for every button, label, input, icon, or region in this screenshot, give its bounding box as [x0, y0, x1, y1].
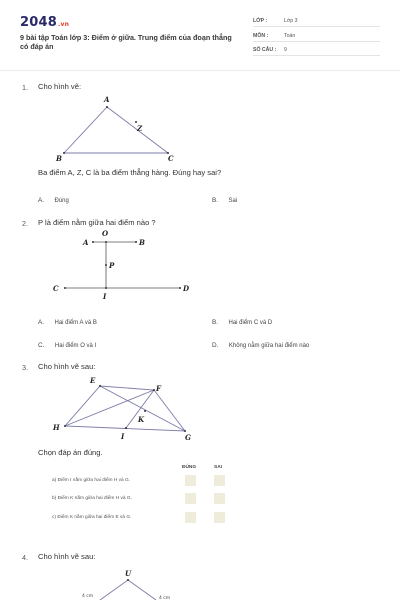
header-divider: [0, 70, 400, 71]
page-title: 9 bài tập Toán lớp 3: Điểm ở giữa. Trung điểm của đoạn thẳng có đáp án: [20, 33, 232, 51]
question-3-number: 3.: [22, 363, 28, 372]
fig2-label-o: O: [102, 229, 109, 238]
logo-suffix: .vn: [57, 21, 70, 28]
option-letter: D.: [212, 342, 219, 349]
fig4-label-u: U: [125, 569, 132, 578]
question-4-figure: [70, 564, 190, 600]
statement-b-true-checkbox[interactable]: [185, 493, 196, 504]
option-text: Hai điểm O và I: [54, 343, 97, 349]
fig1-label-z: Z: [137, 124, 143, 133]
option-letter: A.: [38, 319, 45, 326]
question-4-prompt: Cho hình vẽ sau:: [38, 552, 96, 561]
meta-label-class: LỚP :: [253, 18, 268, 24]
fig2-label-c: C: [53, 284, 59, 293]
logo-text: 2048: [20, 15, 57, 30]
question-2-number: 2.: [22, 219, 28, 228]
statement-a: a) Điểm I nằm giữa hai điểm H và G.: [52, 478, 131, 483]
fig3-label-f: F: [156, 384, 161, 393]
question-2-option-d[interactable]: [212, 334, 309, 352]
question-1-prompt: Cho hình vẽ:: [38, 82, 82, 91]
fig2-label-p: P: [109, 261, 115, 270]
fig3-label-i: I: [121, 432, 125, 441]
meta-value-subject: Toán: [284, 33, 296, 39]
fig3-label-h: H: [53, 423, 60, 432]
meta-value-count: 9: [284, 47, 287, 53]
option-text: Hai điểm C và D: [228, 320, 273, 326]
option-text: Hai điểm A và B: [54, 320, 97, 326]
fig3-label-e: E: [90, 376, 96, 385]
option-letter: B.: [212, 197, 219, 204]
option-text: Không nằm giữa hai điểm nào: [228, 343, 310, 349]
true-column-header: ĐÚNG: [182, 465, 197, 470]
question-1-number: 1.: [22, 83, 28, 92]
meta-label-subject: MÔN :: [253, 33, 269, 39]
statement-b-false-checkbox[interactable]: [214, 493, 225, 504]
false-column-header: SAI: [214, 465, 222, 470]
meta-divider: [253, 26, 380, 27]
question-3-prompt: Cho hình vẽ sau:: [38, 362, 96, 371]
fig1-label-a: A: [104, 95, 110, 104]
fig2-label-a: A: [83, 238, 89, 247]
question-3-subprompt: Chọn đáp án đúng.: [38, 448, 103, 457]
fig2-label-i: I: [103, 292, 107, 301]
statement-c-false-checkbox[interactable]: [214, 512, 225, 523]
meta-label-count: SỐ CÂU :: [253, 47, 277, 53]
question-2-option-b[interactable]: [212, 311, 272, 329]
meta-divider: [253, 55, 380, 56]
question-2-option-a[interactable]: [38, 311, 97, 329]
fig2-label-d: D: [183, 284, 190, 293]
question-1-statement: Ba điểm A, Z, C là ba điểm thẳng hàng. Đúng hay sai?: [38, 168, 222, 177]
statement-c: c) Điểm K nằm giữa hai điểm E và G.: [52, 515, 132, 520]
meta-divider: [253, 41, 380, 42]
fig3-label-k: K: [138, 415, 145, 424]
question-1-figure: [50, 95, 190, 167]
question-2-figure: [48, 226, 198, 304]
site-logo[interactable]: [20, 15, 69, 30]
statement-c-true-checkbox[interactable]: [185, 512, 196, 523]
option-text: Sai: [228, 198, 238, 204]
fig1-label-b: B: [56, 154, 62, 163]
fig2-label-b: B: [139, 238, 145, 247]
question-2-prompt: P là điểm nằm giữa hai điểm nào ?: [38, 218, 156, 227]
question-1-option-b[interactable]: [212, 189, 237, 207]
question-4-number: 4.: [22, 553, 28, 562]
question-1-option-a[interactable]: [38, 189, 69, 207]
question-3-figure: [48, 372, 198, 444]
option-letter: A.: [38, 197, 45, 204]
option-letter: B.: [212, 319, 219, 326]
statement-b: b) Điểm K nằm giữa hai điểm H và G.: [52, 496, 132, 501]
fig1-label-c: C: [168, 154, 174, 163]
statement-a-true-checkbox[interactable]: [185, 475, 196, 486]
meta-value-class: Lớp 3: [284, 18, 298, 24]
fig4-measure-left: 4 cm: [82, 594, 94, 599]
question-2-option-c[interactable]: [38, 334, 96, 352]
fig3-label-g: G: [185, 433, 191, 442]
option-text: Đúng: [54, 198, 69, 204]
fig4-measure-right: 4 cm: [159, 596, 171, 600]
statement-a-false-checkbox[interactable]: [214, 475, 225, 486]
option-letter: C.: [38, 342, 45, 349]
